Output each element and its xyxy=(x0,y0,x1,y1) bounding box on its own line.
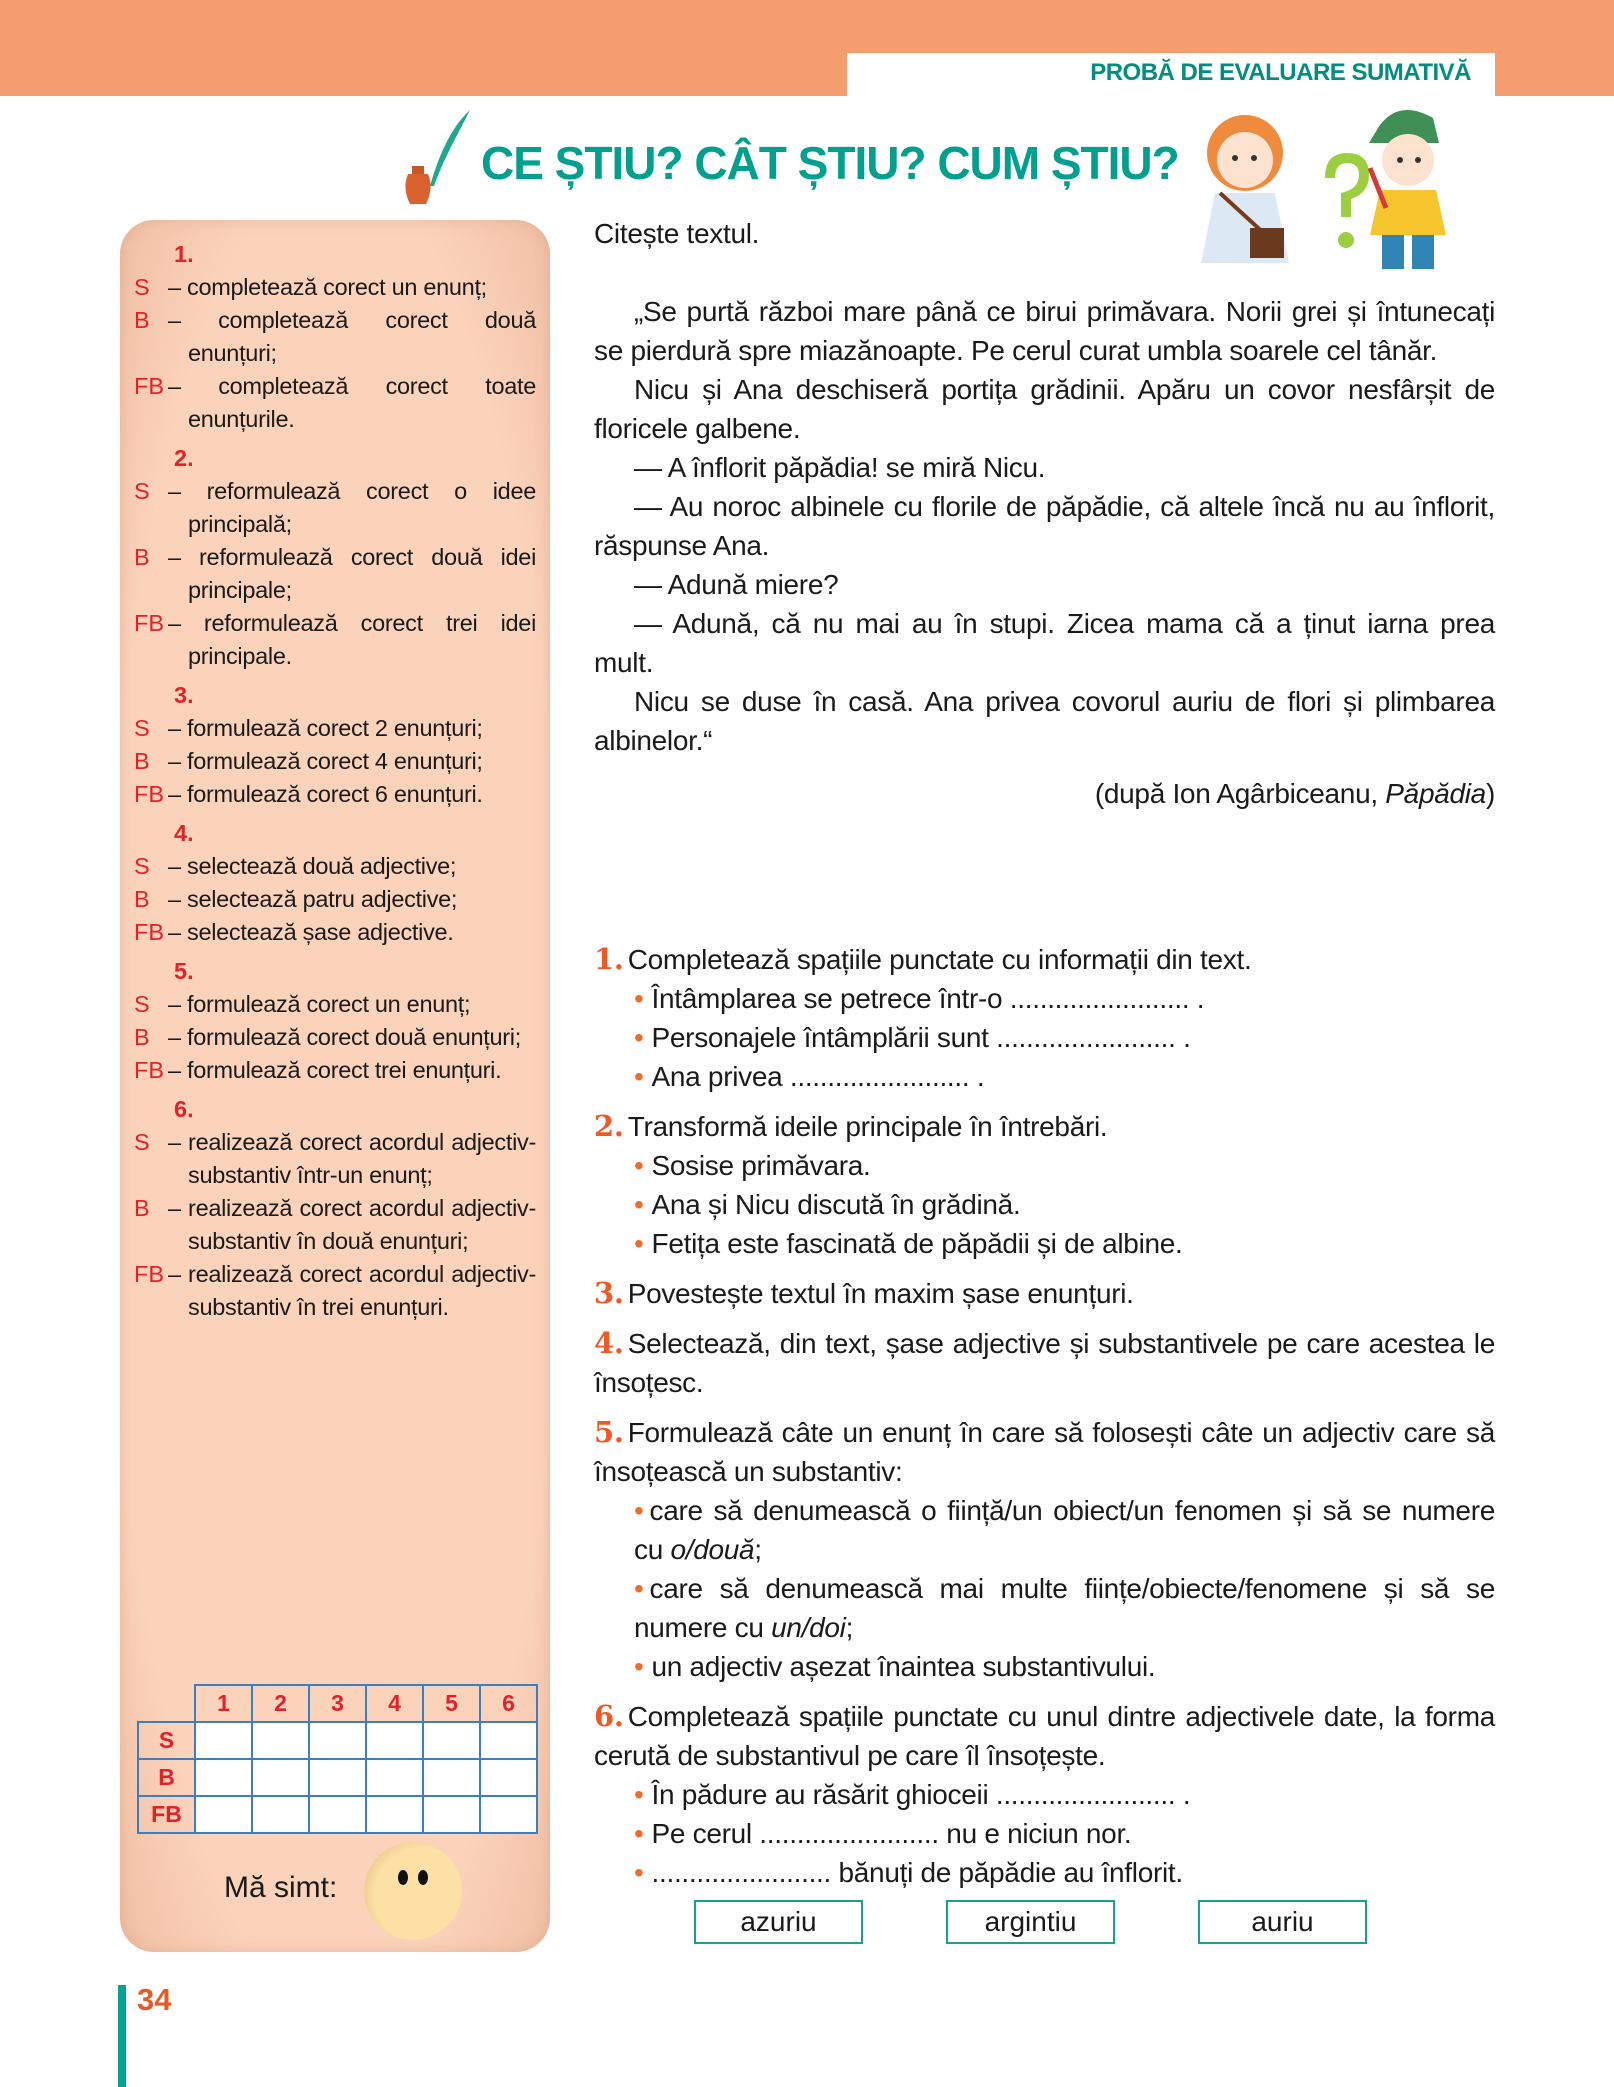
bullet-text: care să denumească mai multe ființe/obiecte/fenomene și să se numere cu xyxy=(634,1573,1495,1643)
bullet-end: ; xyxy=(754,1534,762,1565)
task-2 xyxy=(594,1107,1495,1263)
criterion-text: – formulează corect 2 enunțuri; xyxy=(168,715,483,741)
grade-label: S xyxy=(134,991,150,1017)
task-bullet: • Întâmplarea se petrece într-o ........................ . xyxy=(594,979,1495,1018)
section-tab xyxy=(847,53,1495,96)
grade-label: S xyxy=(134,853,150,879)
task-5 xyxy=(594,1413,1495,1686)
task-text: Formulează câte un enunț în care să folosești câte un adjectiv care să însoțească un substantiv: xyxy=(594,1417,1495,1487)
criterion-text: – formulează corect 4 enunțuri; xyxy=(168,748,483,774)
grid-cell[interactable] xyxy=(195,1796,252,1833)
criterion-text: – selectează două adjective; xyxy=(168,853,457,879)
page-number-bar xyxy=(118,1985,126,2087)
task-bullet: • care să denumească o ființă/un obiect/un fenomen și să se numere cu o/două; xyxy=(634,1495,1495,1565)
criterion-text: – selectează șase adjective. xyxy=(168,919,454,945)
criterion-text: – formulează corect 6 enunțuri. xyxy=(168,781,483,807)
criterion-text: – reformulează corect trei idei principale. xyxy=(168,610,536,669)
criterion-text: – completează corect toate enunțurile. xyxy=(168,373,536,432)
task-number: 6. xyxy=(594,1699,624,1733)
grade-label: B xyxy=(134,1195,150,1221)
task-3 xyxy=(594,1274,1495,1313)
grid-cell[interactable] xyxy=(480,1796,537,1833)
criterion-line xyxy=(134,475,536,541)
task-bullet: • Ana privea ........................ . xyxy=(594,1057,1495,1096)
criterion-line xyxy=(134,1021,536,1054)
criterion-text: – completează corect un enunț; xyxy=(168,274,487,300)
face-icon[interactable] xyxy=(364,1842,462,1940)
attribution-work: Păpădia xyxy=(1385,778,1486,809)
criterion-line xyxy=(134,850,536,883)
task-number: 5. xyxy=(594,1415,624,1449)
criterion-number: 5. xyxy=(174,958,194,984)
criterion-line xyxy=(134,304,536,370)
bullet-emphasis: un/doi xyxy=(771,1612,846,1643)
task-bullet: • un adjectiv așezat înaintea substantivului. xyxy=(594,1647,1495,1686)
grid-cell[interactable] xyxy=(309,1722,366,1759)
criterion-text: – realizează corect acordul adjectiv-substantiv într-un enunț; xyxy=(168,1129,536,1188)
story-paragraph: — Au noroc albinele cu florile de păpădie, că altele încă nu au înflorit, răspunse Ana. xyxy=(594,491,1495,561)
task-6 xyxy=(594,1697,1495,1892)
quill-inkpot-icon xyxy=(400,108,472,204)
criterion-line xyxy=(134,712,536,745)
attribution-suffix: ) xyxy=(1485,778,1495,809)
criterion-text: – formulează corect două enunțuri; xyxy=(168,1024,521,1050)
assessment-criteria-panel xyxy=(120,220,550,1952)
criterion-line xyxy=(134,1258,536,1324)
criterion-text: – reformulează corect două idei principale; xyxy=(168,544,536,603)
story-paragraph: „Se purtă război mare până ce birui primăvara. Norii grei și întunecați se pierdură spre miazănoapte. Pe cerul curat umbla soarele cel tânăr. xyxy=(594,296,1495,366)
eye-icon xyxy=(418,1870,428,1885)
story-paragraph: — A înflorit păpădia! se miră Nicu. xyxy=(634,452,1046,483)
story-paragraph: — Adună miere? xyxy=(634,569,839,600)
grid-corner xyxy=(138,1685,195,1722)
grade-label: FB xyxy=(134,1057,165,1083)
grid-col-header: 6 xyxy=(480,1685,537,1722)
criterion-text: – formulează corect un enunț; xyxy=(168,991,471,1017)
grid-cell[interactable] xyxy=(366,1722,423,1759)
grid-cell[interactable] xyxy=(366,1796,423,1833)
criterion-number: 2. xyxy=(174,445,194,471)
instruction: Citește textul. xyxy=(594,218,760,249)
story-paragraph: Nicu se duse în casă. Ana privea covorul auriu de flori și plimbarea albinelor.“ xyxy=(594,686,1495,756)
task-text: Povestește textul în maxim șase enunțuri. xyxy=(627,1278,1134,1309)
section-label: PROBĂ DE EVALUARE SUMATIVĂ xyxy=(1090,59,1471,86)
criterion-text: – realizează corect acordul adjectiv-substantiv în trei enunțuri. xyxy=(168,1261,536,1320)
story-paragraph: Nicu și Ana deschiseră portița grădinii. Apăru un covor nesfârșit de floricele galbene. xyxy=(594,374,1495,444)
criterion-line xyxy=(134,1054,536,1087)
feeling-label: Mă simt: xyxy=(224,1871,338,1904)
grid-cell[interactable] xyxy=(423,1759,480,1796)
grade-label: S xyxy=(134,478,150,504)
adjective-option: auriu xyxy=(1198,1900,1367,1944)
criterion-number: 6. xyxy=(174,1096,194,1122)
grade-label: FB xyxy=(134,781,165,807)
task-text: Transformă ideile principale în întrebări. xyxy=(627,1111,1108,1142)
criterion-line xyxy=(134,1192,536,1258)
task-text: Completează spațiile punctate cu unul dintre adjectivele date, la forma cerută de substantivul pe care îl însoțește. xyxy=(594,1701,1495,1771)
grade-label: B xyxy=(134,307,150,333)
task-bullet: • Fetița este fascinată de păpădii și de albine. xyxy=(594,1224,1495,1263)
grid-col-header: 1 xyxy=(195,1685,252,1722)
grid-col-header: 2 xyxy=(252,1685,309,1722)
bullet-emphasis: o/două xyxy=(670,1534,755,1565)
bullet-text: care să denumească o ființă/un obiect/un fenomen și să se numere cu xyxy=(634,1495,1495,1565)
criterion-line xyxy=(134,883,536,916)
criterion-line xyxy=(134,541,536,607)
task-bullet: • În pădure au răsărit ghioceii ........................ . xyxy=(594,1775,1495,1814)
task-number: 4. xyxy=(594,1326,624,1360)
grid-col-header: 5 xyxy=(423,1685,480,1722)
grade-label: B xyxy=(134,748,150,774)
task-bullet: • Sosise primăvara. xyxy=(594,1146,1495,1185)
grid-cell[interactable] xyxy=(195,1722,252,1759)
criterion-line xyxy=(134,778,536,811)
criterion-text: – completează corect două enunțuri; xyxy=(168,307,536,366)
grid-row-header: FB xyxy=(138,1796,195,1833)
grid-cell[interactable] xyxy=(423,1796,480,1833)
task-bullet: • Pe cerul ........................ nu e niciun nor. xyxy=(594,1814,1495,1853)
grade-label: FB xyxy=(134,373,165,399)
task-number: 1. xyxy=(594,942,624,976)
criterion-line xyxy=(134,745,536,778)
story-text xyxy=(594,292,1495,813)
grid-cell[interactable] xyxy=(195,1759,252,1796)
story-paragraph: — Adună, că nu mai au în stupi. Zicea mama că a ținut iarna prea mult. xyxy=(594,608,1495,678)
grid-cell[interactable] xyxy=(252,1796,309,1833)
task-bullet: • Ana și Nicu discută în grădină. xyxy=(594,1185,1495,1224)
adjective-option: argintiu xyxy=(946,1900,1115,1944)
task-text: Completează spațiile punctate cu informații din text. xyxy=(627,944,1252,975)
grade-label: S xyxy=(134,1129,150,1155)
task-text: Selectează, din text, șase adjective și substantivele pe care acestea le însoțesc. xyxy=(594,1328,1495,1398)
grid-cell[interactable] xyxy=(480,1722,537,1759)
grade-label: S xyxy=(134,715,150,741)
grade-label: FB xyxy=(134,1261,165,1287)
page-number: 34 xyxy=(137,1982,172,2017)
grade-label: S xyxy=(134,274,150,300)
grid-cell[interactable] xyxy=(480,1759,537,1796)
task-number: 3. xyxy=(594,1276,624,1310)
criterion-line xyxy=(134,988,536,1021)
grid-row-header: B xyxy=(138,1759,195,1796)
grid-cell[interactable] xyxy=(366,1759,423,1796)
attribution xyxy=(594,774,1495,813)
task-1 xyxy=(594,940,1495,1096)
criterion-text: – reformulează corect o idee principală; xyxy=(168,478,536,537)
criterion-number: 4. xyxy=(174,820,194,846)
grade-label: FB xyxy=(134,919,165,945)
grid-cell[interactable] xyxy=(309,1759,366,1796)
attribution-author: (după Ion Agârbiceanu, xyxy=(1094,778,1386,809)
criterion-line xyxy=(134,1126,536,1192)
grid-cell[interactable] xyxy=(252,1722,309,1759)
task-4 xyxy=(594,1324,1495,1402)
task-number: 2. xyxy=(594,1109,624,1143)
criterion-line xyxy=(134,916,536,949)
criterion-line xyxy=(134,607,536,673)
criterion-text: – realizează corect acordul adjectiv-substantiv în două enunțuri; xyxy=(168,1195,536,1254)
grade-label: B xyxy=(134,1024,150,1050)
grade-label: B xyxy=(134,886,150,912)
criteria-list xyxy=(134,232,536,1324)
grid-col-header: 3 xyxy=(309,1685,366,1722)
grid-row-header: S xyxy=(138,1722,195,1759)
grid-cell[interactable] xyxy=(309,1796,366,1833)
criterion-number: 1. xyxy=(174,241,194,267)
task-bullet: • ........................ bănuți de păpădie au înflorit. xyxy=(594,1853,1495,1892)
page-title: CE ȘTIU? CÂT ȘTIU? CUM ȘTIU? xyxy=(481,137,1179,189)
task-bullet: • Personajele întâmplării sunt ........................ . xyxy=(594,1018,1495,1057)
adjective-option: azuriu xyxy=(694,1900,863,1944)
grid-cell[interactable] xyxy=(252,1759,309,1796)
criterion-number: 3. xyxy=(174,682,194,708)
criterion-line xyxy=(134,271,536,304)
criterion-text: – selectează patru adjective; xyxy=(168,886,458,912)
bullet-end: ; xyxy=(845,1612,854,1643)
eye-icon xyxy=(398,1870,408,1885)
grade-label: B xyxy=(134,544,150,570)
self-assessment-grid xyxy=(137,1684,538,1834)
grade-label: FB xyxy=(134,610,165,636)
criterion-text: – formulează corect trei enunțuri. xyxy=(168,1057,502,1083)
criterion-line xyxy=(134,370,536,436)
grid-cell[interactable] xyxy=(423,1722,480,1759)
grid-col-header: 4 xyxy=(366,1685,423,1722)
task-bullet: • care să denumească mai multe ființe/obiecte/fenomene și să se numere cu un/doi; xyxy=(634,1573,1495,1643)
